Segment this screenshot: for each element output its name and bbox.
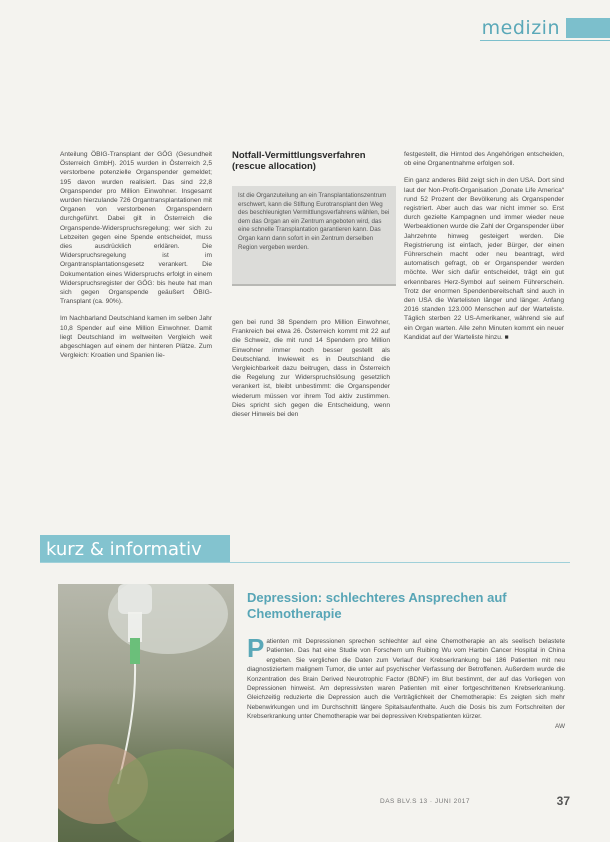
left-paragraph-2: Im Nachbarland Deutschland kamen im selben Jahr 10,8 Spender auf eine Million Einwohner. Damit liegt Deutschland im weltweiten Vergleich weit abgeschlagen auf einem der hinteren Plätze. Zum Vergleich: Kroatien und Spanien lie- (60, 315, 212, 360)
box-heading: Notfall-Vermittlungsverfahren (rescue allocation) (232, 150, 366, 172)
right-column (404, 150, 564, 350)
page-footer (380, 794, 570, 808)
middle-column (232, 318, 390, 427)
kurz-rule (40, 562, 570, 563)
article-author: AW (554, 722, 565, 730)
page-number: 37 (556, 794, 570, 808)
kurz-informativ-label: kurz & informativ (46, 538, 202, 560)
article-end-mark: ■ (504, 333, 509, 341)
article-body (247, 633, 565, 731)
article-dropcap: P (247, 633, 265, 663)
issue-label: DAS BLV.S 13 · JUNI 2017 (380, 797, 471, 805)
article-body-text: atienten mit Depressionen sprechen schlechter auf eine Chemotherapie an als seelisch belastete Patienten. Das hat eine Studie von Forschern um Ruibing Wu vom Harbin Cancer Hospital in China ergeben. Sie verglichen die Daten zum Verlauf der Krebserkrankung bei 186 Patienten mit neu diagnostiziertem malignem Tumor, die unter auf psychischer Verfassung der Betroffenen. Außerdem wurde die Konzentration des Brain Derived Neurotrophic Factor (BDNF) im Blut bestimmt, der auf das Vorliegen von Depressionen hinweist. Am depressivsten waren Patienten mit einer fortgeschrittenen Krebserkrankung. Gleichzeitig reduzierte die Depression auch die Verträglichkeit der Chemotherapie: Es zeigten sich mehr Nebenwirkungen und im Durchschnitt längere Spitalsaufenthalte. Auch die Dosis bis zum Fortschreiten der Krebserkrankung unter Chemotherapie war bei depressiven Krebspatienten kürzer. (247, 638, 565, 721)
article-title: Depression: schlechteres Ansprechen auf Chemotherapie (247, 590, 507, 621)
right-paragraph-1: festgestellt, die Hirntod des Angehörigen entscheiden, ob eine Organentnahme erfolgen soll. (404, 151, 564, 168)
middle-paragraph-1: gen bei rund 38 Spendern pro Million Einwohner, Frankreich bei etwa 26. Österreich kommt mit 22 auf die Schweiz, die mit rund 14 Spendern pro Million Einwohner immer noch besser gestellt als Deutschland. Inwieweit es in Deutschland die Vergleichbarkeit dazu beitrugen, dass in Österreich die Regelung zur Widerspruchslösung gesetzlich verankert ist, bleibt unbestimmt: die Organspender wiederum müssen vor ihrem Tod aktiv zustimmen. Dies spricht sich gegen die Entscheidung, wenn dieser Hinweis bei den (232, 319, 390, 419)
info-box-text: Ist die Organzuteilung an ein Transplantationszentrum erschwert, kann die Stiftung Eurotransplant den Weg des beschleunigten Vermittlungsverfahrens wählen, bei dem das Organ an ein Zentrum angeboten wird, das eine schnelle Transplantation garantieren kann. Das Organ kann dann sofort in ein Zentrum derselben Region vergeben werden. (238, 192, 390, 251)
left-paragraph-1: Anteilung ÖBIG-Transplant der GÖG (Gesundheit Österreich GmbH). 2015 wurden in Österreich 2,5 verstorbene potenzielle Organspender gemeldet; 195 davon wurden realisiert. Das sind 22,8 Organspender pro Million Einwohner. Insgesamt wurden hierzulande 726 Organtransplantationen mit Organen von verstorbenen Organspendern durchgeführt. Dabei gilt in Österreich die Organspende-Widerspruchsregelung; wer sich zu Lebzeiten gegen eine Spende entscheidet, muss dies ausdrücklich erklären. Die Widerspruchsregelung ist im Organtransplantationsgesetz verankert. Die Dokumentation eines Widerspruchs erfolgt in einem Widerspruchsregister der GÖG: bis heute hat man sich gegen Organspende geäußert ÖBIG-Transplant (ca. 90%). (60, 151, 212, 306)
right-paragraph-2 (404, 176, 564, 342)
kurz-informativ-banner (40, 535, 230, 563)
right-paragraph-2-text: Ein ganz anderes Bild zeigt sich in den USA. Dort sind laut der Non-Profit-Organisation „Donate Life America“ rund 52 Prozent der Bevölkerung als Organspender registriert. Aber auch das war nicht immer so. Erst durch gezielte Kampagnen und immer wieder neue Werbeaktionen wurde die Zahl der Organspender über Jahrzehnte hinweg gesteigert werden. Die Registrierung ist einfach, jeder Bürger, der einen Führerschein macht oder neu beantragt, wird automatisch gefragt, ob er Organspender werden möchte. Wer sich dafür entscheidet, trägt ein gut erkennbares Herz-Symbol auf seinem Führerschein. Trotz der enormen Spendenbereitschaft sind auch in den USA die Wartelisten länger und länger. Anfang 2016 standen 123.000 Menschen auf der Warteliste. Täglich sterben 22 US-Amerikaner, während sie auf ein Organ warten. Alle zehn Minuten kommt ein neuer Kandidat auf der Warteliste hinzu. (404, 177, 564, 341)
info-box (232, 186, 396, 286)
left-column (60, 150, 212, 368)
iv-drip-image (58, 584, 234, 842)
section-header (470, 15, 610, 41)
section-rule (480, 40, 610, 41)
section-label: medizin (481, 17, 560, 39)
article-photo (58, 584, 234, 842)
section-color-bar (566, 18, 610, 38)
